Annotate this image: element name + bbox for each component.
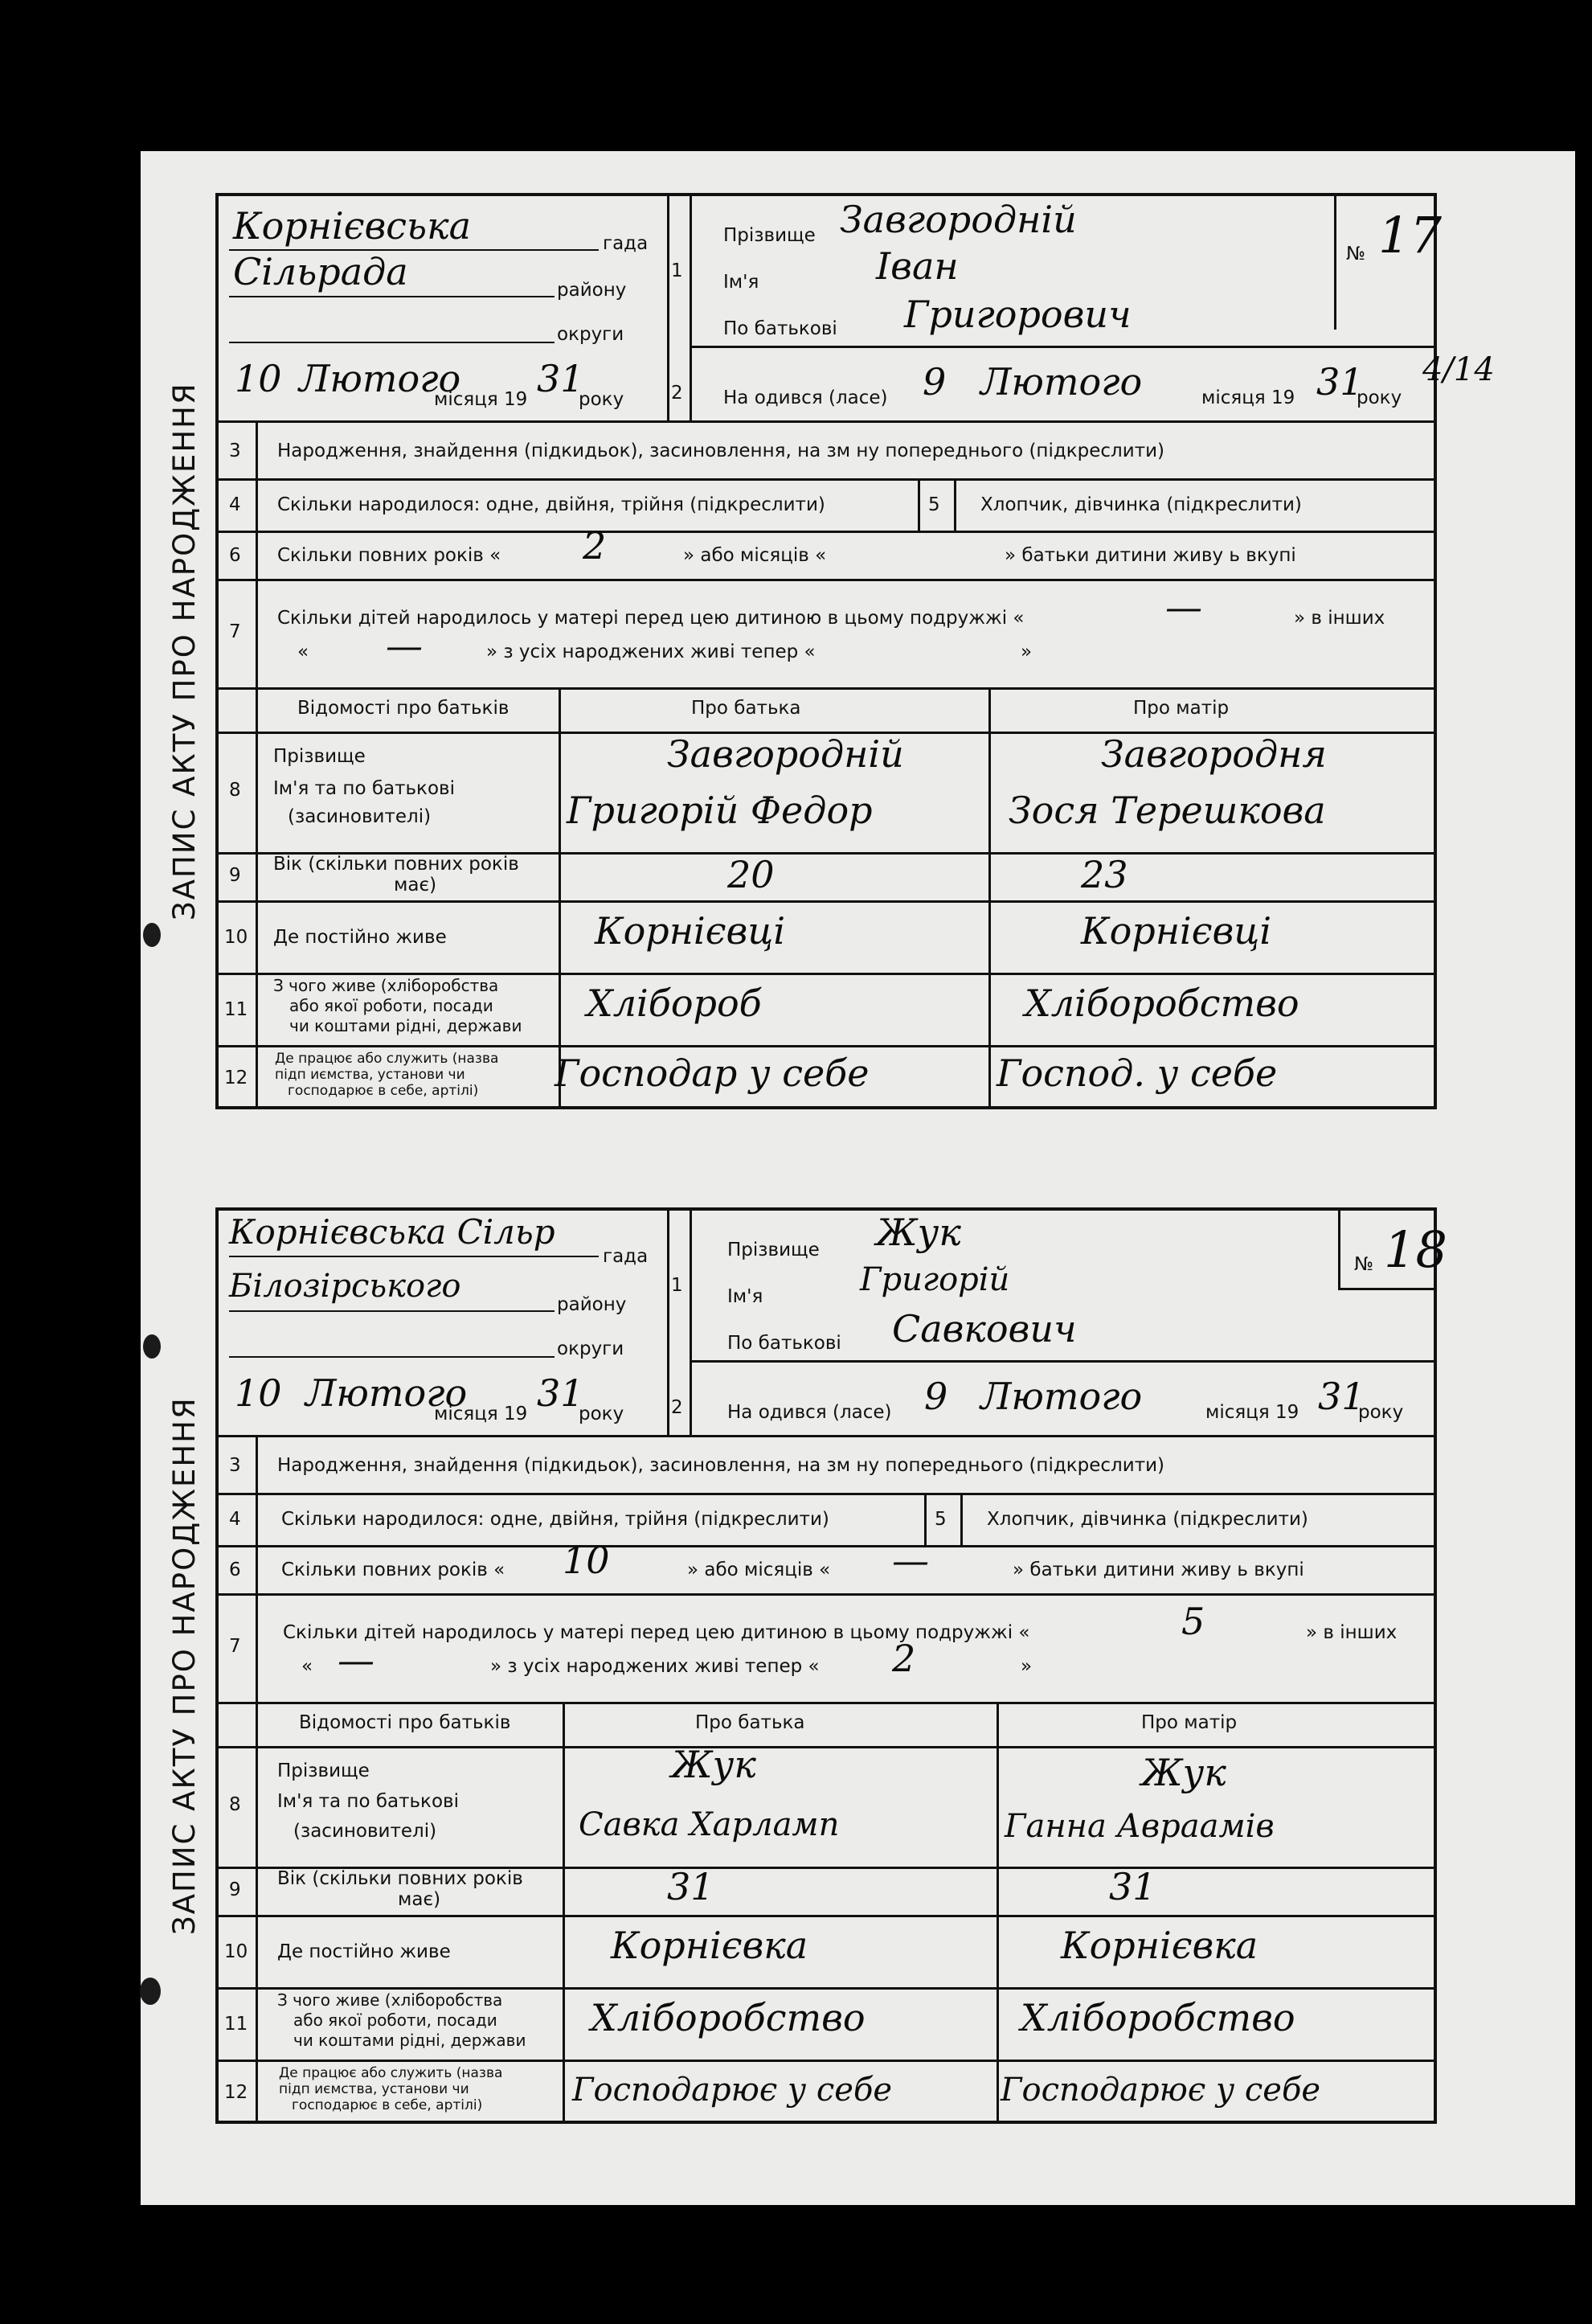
row12-label-b: підп иємства, установи чи — [279, 2081, 469, 2097]
side-title: ЗАПИС АКТУ ПРО НАРОДЖЕННЯ — [167, 1396, 202, 1935]
years-together: 10 — [563, 1539, 610, 1582]
council-name-2: Сільрада — [233, 250, 408, 293]
child-name: Григорій — [860, 1261, 1010, 1298]
mother-work: Господ. у себе — [997, 1051, 1278, 1095]
row-number-5: 5 — [935, 1509, 947, 1530]
registration-year: 31 — [537, 357, 584, 400]
row7-text-b: » в інших — [1306, 1622, 1398, 1643]
row7-text-a: Скільки дітей народилось у матері перед цею дитиною в цьому подружжі « — [277, 608, 1025, 629]
row12-label-c: господарює в себе, артілі) — [292, 2097, 483, 2113]
label-patronymic: По батькові — [727, 1333, 841, 1354]
father-name: Григорій Федор — [567, 789, 873, 832]
row6-text-b: » або місяців « — [687, 1560, 831, 1580]
children-before: 5 — [1181, 1600, 1205, 1643]
label-birth-year: року — [1358, 1402, 1404, 1423]
birth-day: 9 — [924, 1375, 948, 1418]
row5-text: Хлопчик, дівчинка (підкреслити) — [980, 494, 1302, 515]
father-work: Господар у себе — [555, 1051, 870, 1095]
child-surname: Завгородній — [840, 198, 1077, 241]
mother-surname: Жук — [1141, 1751, 1226, 1794]
council-name: Корнієвська Сільр — [229, 1212, 555, 1252]
col-header-father: Про батька — [695, 1712, 805, 1733]
row-number-3: 3 — [229, 1455, 241, 1476]
row11-label-b: або якої роботи, посади — [293, 2010, 497, 2030]
label-raionu: району — [557, 1294, 627, 1315]
row8-label-a: Прізвище — [277, 1760, 370, 1781]
children-other: — — [338, 1638, 374, 1682]
row4-text: Скільки народилося: одне, двійня, трійня (підкреслити) — [277, 494, 825, 515]
father-age: 20 — [727, 853, 775, 896]
father-surname: Завгородній — [667, 732, 904, 776]
row11-label-a: З чого живе (хліборобства — [273, 976, 499, 995]
col-header-info: Відомості про батьків — [299, 1712, 511, 1733]
birth-month: Лютого — [980, 360, 1143, 404]
birth-month: Лютого — [980, 1375, 1143, 1418]
row-number-4: 4 — [229, 1509, 241, 1530]
record-number: 17 — [1378, 206, 1442, 264]
father-age: 31 — [667, 1865, 714, 1908]
row6-text-b: » або місяців « — [683, 545, 827, 566]
row-number-4: 4 — [229, 494, 241, 515]
record-number: 18 — [1384, 1220, 1447, 1279]
mother-name: Ганна Авраамів — [1005, 1808, 1275, 1845]
birth-year: 31 — [1318, 1375, 1365, 1418]
row-number-6: 6 — [229, 1560, 241, 1580]
mother-work: Господарює у себе — [1001, 2072, 1321, 2109]
row7-text-c: « — [297, 641, 309, 662]
father-residence: Корнієвці — [595, 909, 786, 953]
row-number-3: 3 — [229, 441, 241, 461]
binder-hole-mark — [143, 1334, 161, 1359]
row-number-7: 7 — [229, 621, 241, 642]
row11-label-a: З чого живе (хліборобства — [277, 1990, 503, 2010]
row7-text-d: » з усіх народжених живі тепер « — [490, 1656, 820, 1677]
children-before: — — [1165, 585, 1202, 629]
row9-label-b: має) — [398, 1889, 441, 1910]
row-number-8: 8 — [229, 1794, 241, 1815]
father-occupation: Хлібороб — [587, 982, 762, 1025]
row6-text-a: Скільки повних років « — [277, 545, 501, 566]
row-number-11: 11 — [224, 2014, 248, 2035]
row-number-5: 5 — [928, 494, 940, 515]
label-birth-month: місяця 19 — [1201, 387, 1295, 408]
row12-label-c: господарює в себе, артілі) — [288, 1083, 479, 1099]
child-patronymic: Григорович — [904, 293, 1132, 336]
mother-age: 31 — [1109, 1865, 1156, 1908]
registration-day: 10 — [235, 1371, 282, 1415]
row-number-7: 7 — [229, 1636, 241, 1657]
side-title: ЗАПИС АКТУ ПРО НАРОДЖЕННЯ — [167, 382, 202, 920]
father-name: Савка Харламп — [579, 1806, 840, 1843]
col-header-father: Про батька — [691, 698, 801, 719]
child-patronymic: Савкович — [892, 1307, 1077, 1351]
row8-label-c: (засиновителі) — [293, 1821, 437, 1842]
row3-text: Народження, знайдення (підкидьок), засиновлення, на зм ну попереднього (підкреслити) — [277, 441, 1165, 461]
mother-age: 23 — [1081, 853, 1128, 896]
row7-text-e: » — [1021, 1656, 1033, 1677]
alive-now: 2 — [892, 1637, 916, 1680]
registration-month: Лютого — [299, 357, 461, 400]
row9-label-b: має) — [394, 875, 437, 896]
mother-occupation: Хліборобство — [1025, 982, 1299, 1025]
label-surname: Прізвище — [727, 1240, 820, 1260]
label-name: Ім'я — [723, 272, 759, 293]
binder-hole-mark — [140, 1978, 161, 2005]
father-surname: Жук — [671, 1743, 756, 1786]
row6-text-a: Скільки повних років « — [281, 1560, 505, 1580]
col-header-info: Відомості про батьків — [297, 698, 510, 719]
years-together: 2 — [583, 524, 607, 568]
row-number-6: 6 — [229, 545, 241, 566]
row-number-8: 8 — [229, 780, 241, 801]
row7-text-b: » в інших — [1294, 608, 1385, 629]
row6-text-c: » батьки дитини живу ь вкупі — [1013, 1560, 1304, 1580]
row5-text: Хлопчик, дівчинка (підкреслити) — [987, 1509, 1308, 1530]
registration-day: 10 — [235, 357, 282, 400]
label-number: № — [1346, 244, 1365, 264]
birth-day: 9 — [923, 360, 947, 404]
row-number-10: 10 — [224, 927, 248, 948]
row12-label-a: Де працює або служить (назва — [279, 2065, 503, 2081]
margin-note: 4/14 — [1422, 351, 1495, 388]
label-raionu: району — [557, 280, 627, 301]
row8-label-a: Прізвище — [273, 746, 366, 767]
label-born-on: На одився (ласе) — [723, 387, 888, 408]
label-year: року — [579, 1404, 624, 1424]
label-okrugy: округи — [557, 324, 624, 345]
row-number-2: 2 — [671, 1397, 683, 1418]
father-work: Господарює у себе — [572, 2072, 893, 2109]
label-gada: гада — [603, 233, 649, 254]
mother-residence: Корнієвка — [1061, 1924, 1258, 1967]
label-year: року — [579, 389, 624, 410]
label-okrugy: округи — [557, 1338, 624, 1359]
row-number-12: 12 — [224, 2082, 248, 2103]
row10-label: Де постійно живе — [273, 927, 447, 948]
child-name: Іван — [876, 244, 959, 288]
row11-label-c: чи коштами рідні, держави — [289, 1016, 522, 1035]
row8-label-b: Ім'я та по батькові — [277, 1791, 459, 1812]
row-number-9: 9 — [229, 1879, 241, 1900]
label-month: місяця 19 — [434, 389, 528, 410]
row8-label-c: (засиновителі) — [288, 806, 432, 827]
registration-year: 31 — [537, 1371, 584, 1415]
row6-text-c: » батьки дитини живу ь вкупі — [1005, 545, 1296, 566]
row9-label-a: Вік (скільки повних років — [273, 854, 519, 875]
registration-month: Лютого — [305, 1371, 468, 1415]
label-name: Ім'я — [727, 1286, 763, 1307]
row-number-1: 1 — [671, 260, 683, 281]
row-number-10: 10 — [224, 1941, 248, 1962]
council-name-2: Білозірського — [229, 1268, 461, 1305]
label-birth-year: року — [1357, 387, 1402, 408]
row7-text-a: Скільки дітей народилось у матері перед цею дитиною в цьому подружжі « — [283, 1622, 1030, 1643]
label-gada: гада — [603, 1246, 649, 1267]
row10-label: Де постійно живе — [277, 1941, 451, 1962]
label-month: місяця 19 — [434, 1404, 528, 1424]
row12-label-b: підп иємства, установи чи — [275, 1067, 465, 1083]
months-together: — — [892, 1539, 929, 1582]
row-number-9: 9 — [229, 865, 241, 886]
label-surname: Прізвище — [723, 225, 816, 246]
label-birth-month: місяця 19 — [1205, 1402, 1299, 1423]
children-other: — — [386, 624, 423, 667]
binder-hole-mark — [143, 923, 161, 947]
row4-text: Скільки народилося: одне, двійня, трійня (підкреслити) — [281, 1509, 829, 1530]
father-residence: Корнієвка — [611, 1924, 808, 1967]
council-name: Корнієвська — [233, 204, 471, 248]
mother-surname: Завгородня — [1101, 732, 1327, 776]
row7-text-e: » — [1021, 641, 1033, 662]
row12-label-a: Де працює або служить (назва — [275, 1051, 499, 1067]
birth-year: 31 — [1316, 360, 1364, 404]
child-surname: Жук — [876, 1211, 961, 1254]
row11-label-b: або якої роботи, посади — [289, 996, 493, 1015]
label-number: № — [1354, 1254, 1373, 1275]
row3-text: Народження, знайдення (підкидьок), засиновлення, на зм ну попереднього (підкреслити) — [277, 1455, 1165, 1476]
col-header-mother: Про матір — [1133, 698, 1230, 719]
col-header-mother: Про матір — [1141, 1712, 1238, 1733]
row11-label-c: чи коштами рідні, держави — [293, 2031, 526, 2050]
label-born-on: На одився (ласе) — [727, 1402, 892, 1423]
row-number-2: 2 — [671, 383, 683, 404]
row-number-12: 12 — [224, 1068, 248, 1088]
label-patronymic: По батькові — [723, 318, 837, 339]
row-number-1: 1 — [671, 1275, 683, 1296]
mother-residence: Корнієвці — [1081, 909, 1272, 953]
row-number-11: 11 — [224, 999, 248, 1020]
row8-label-b: Ім'я та по батькові — [273, 778, 455, 799]
mother-occupation: Хліборобство — [1021, 1996, 1295, 2039]
mother-name: Зося Терешкова — [1009, 789, 1326, 832]
row7-text-c: « — [301, 1656, 313, 1677]
row9-label-a: Вік (скільки повних років — [277, 1868, 523, 1889]
row7-text-d: » з усіх народжених живі тепер « — [486, 641, 816, 662]
father-occupation: Хліборобство — [591, 1996, 866, 2039]
